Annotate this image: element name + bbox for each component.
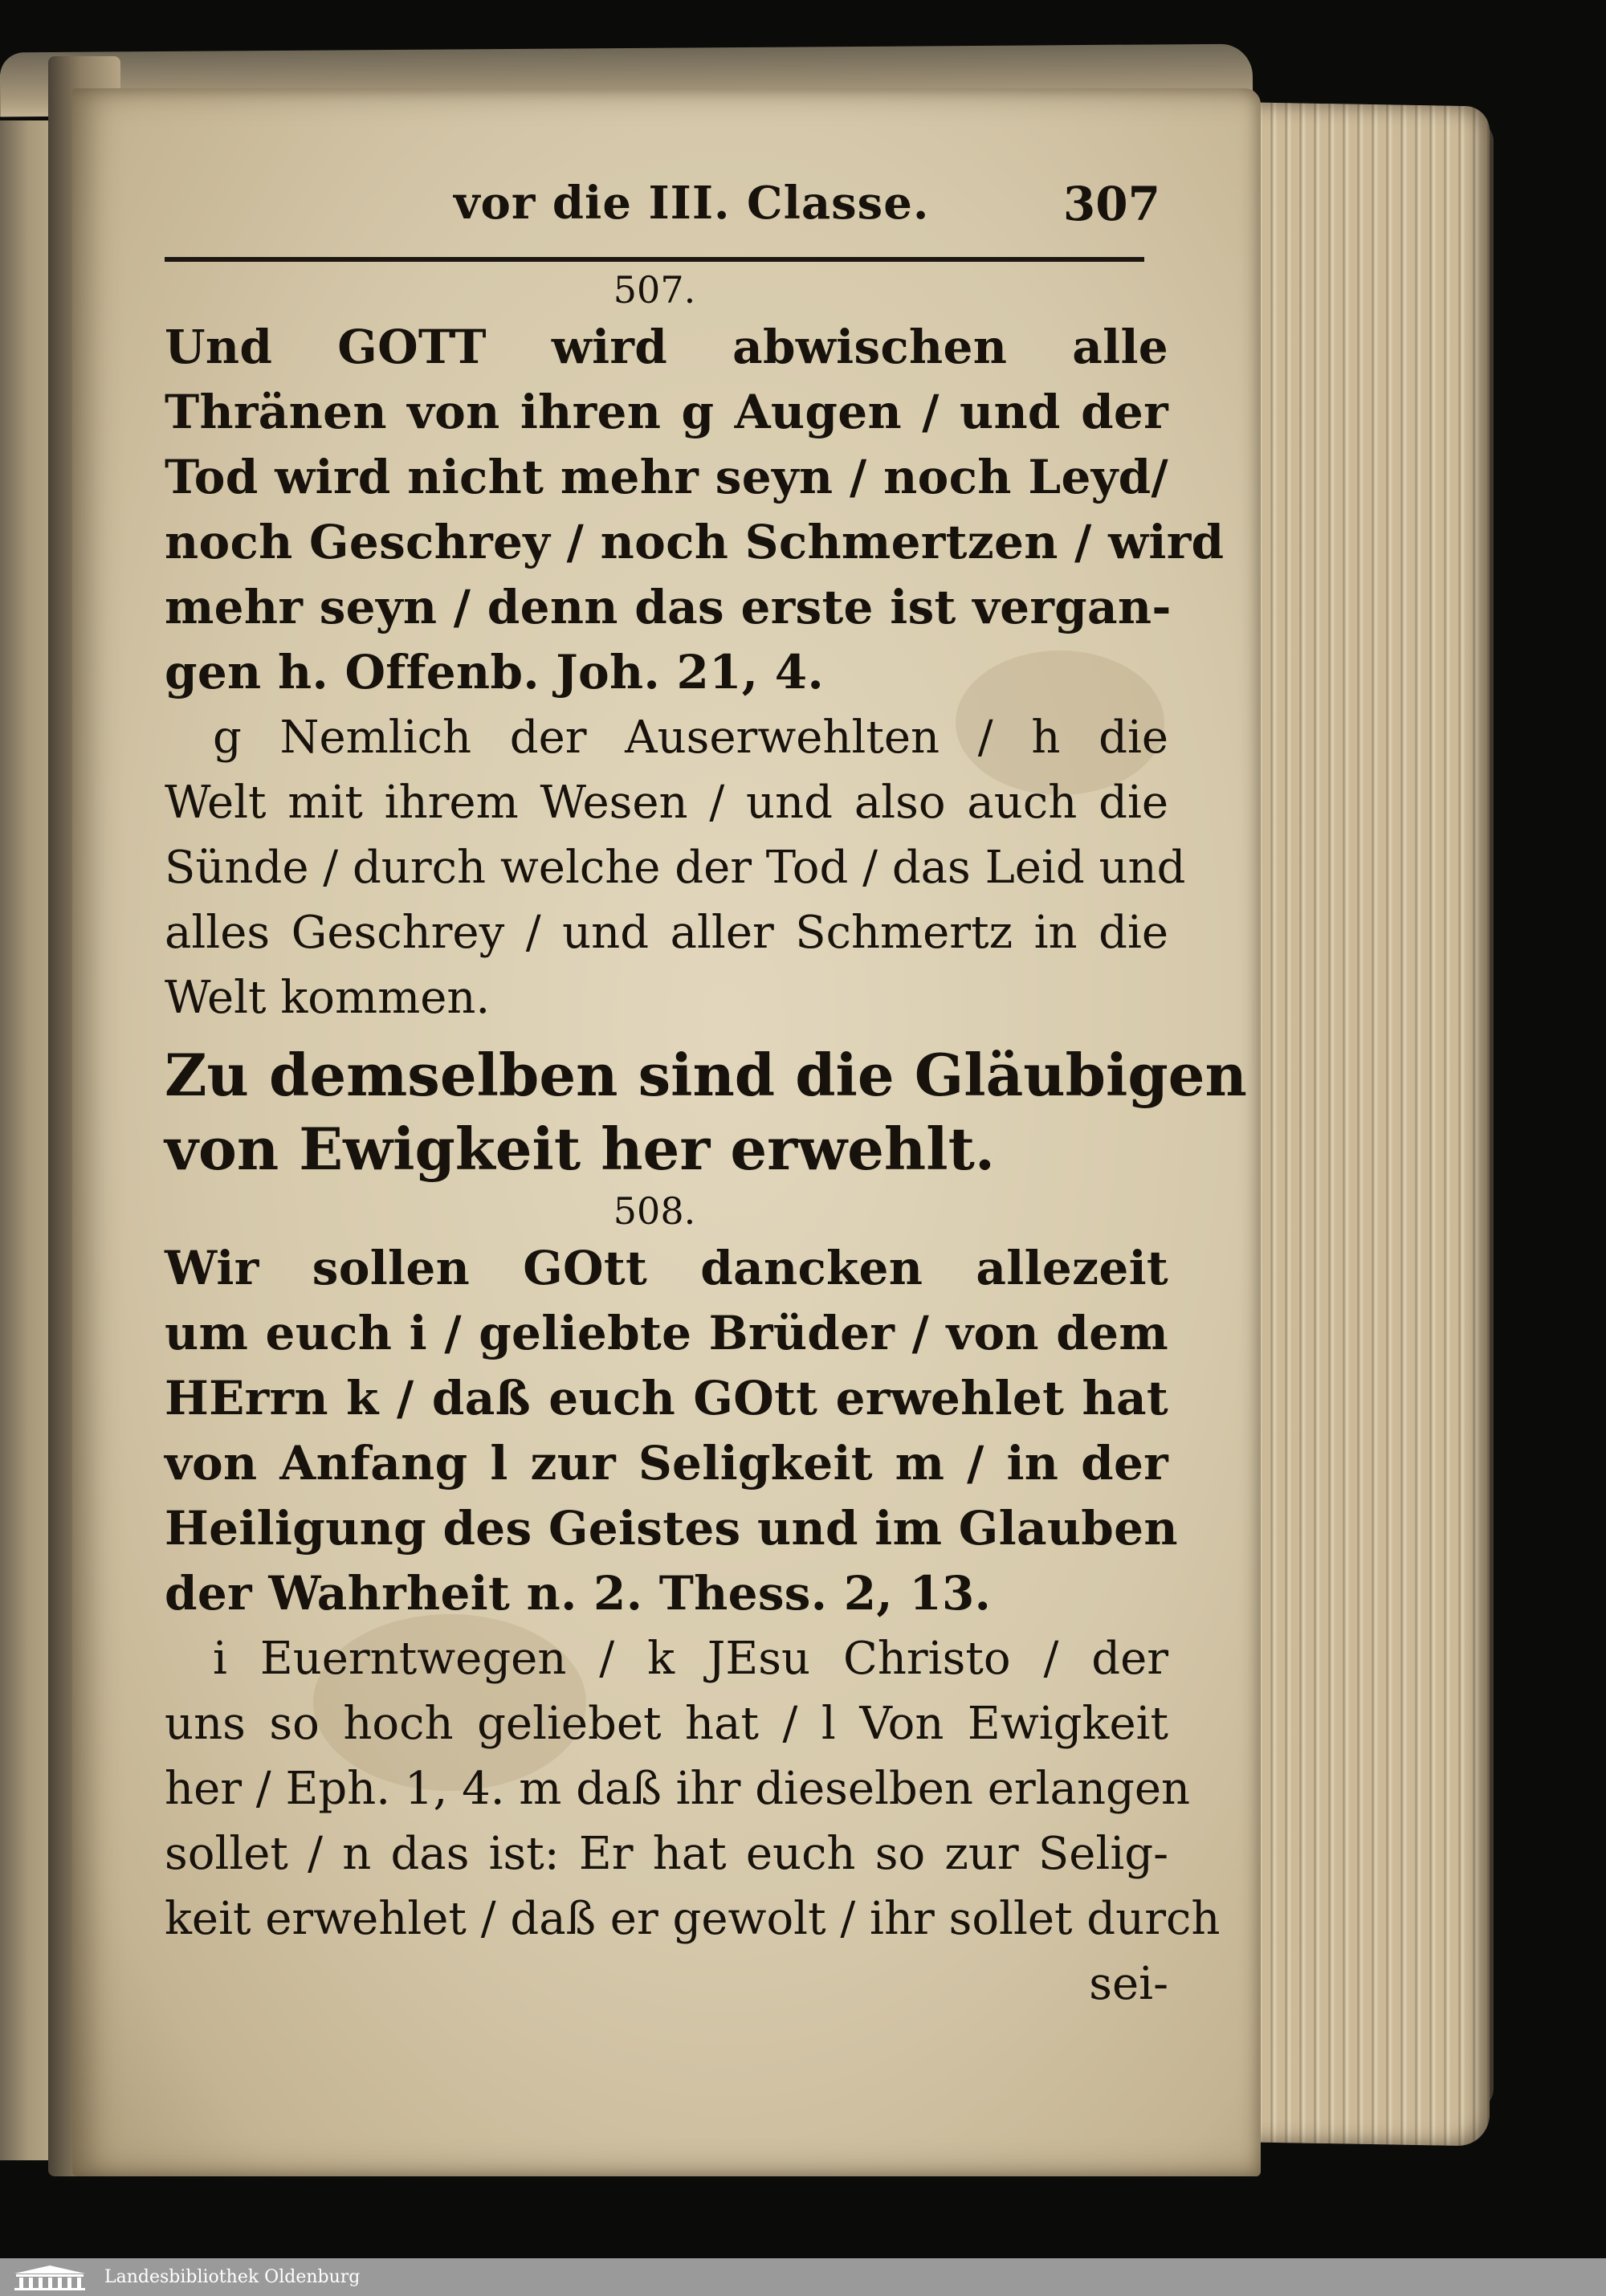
catchword: sei- xyxy=(1089,1958,1168,2010)
text-line: von Anfang l zur Seligkeit m / in der xyxy=(165,1436,1168,1491)
text-line: Thränen von ihren g Augen / und der xyxy=(165,385,1168,439)
library-building-icon xyxy=(11,2263,92,2292)
text-line: Tod wird nicht mehr seyn / noch Leyd/ xyxy=(165,450,1168,504)
library-name: Landesbibliothek Oldenburg xyxy=(104,2267,361,2287)
header-rule xyxy=(165,257,1144,262)
text-line: gen h. Offenb. Joh. 21, 4. xyxy=(165,645,824,699)
note-line: g Nemlich der Auserwehlten / h die xyxy=(213,712,1168,764)
text-line: Heiligung des Geistes und im Glauben xyxy=(165,1501,1178,1556)
note-line: her / Eph. 1, 4. m daß ihr dieselben erlangen xyxy=(165,1763,1191,1815)
page-number: 307 xyxy=(1062,177,1160,231)
note-line: i Euerntwegen / k JEsu Christo / der xyxy=(213,1633,1168,1685)
text-line: noch Geschrey / noch Schmertzen / wird xyxy=(165,515,1225,569)
text-block xyxy=(165,161,1247,2017)
page-stack xyxy=(1249,102,1490,2146)
library-footer-bar xyxy=(0,2258,1606,2296)
text-line: Und GOTT wird abwischen alle xyxy=(165,320,1168,374)
section-number: 508. xyxy=(613,1189,696,1233)
section-heading-line: von Ewigkeit her erwehlt. xyxy=(165,1115,995,1183)
text-line: der Wahrheit n. 2. Thess. 2, 13. xyxy=(165,1566,992,1621)
running-title: vor die III. Classe. xyxy=(454,177,930,230)
note-line: Welt mit ihrem Wesen / und also auch die xyxy=(165,777,1168,829)
text-line: um euch i / geliebte Brüder / von dem xyxy=(165,1306,1168,1360)
note-line: sollet / n das ist: Er hat euch so zur Selig- xyxy=(165,1828,1168,1880)
text-line: HErrn k / daß euch GOtt erwehlet hat xyxy=(165,1371,1168,1425)
note-line: alles Geschrey / und aller Schmertz in die xyxy=(165,907,1168,959)
page-header xyxy=(165,161,1168,257)
section-heading-line: Zu demselben sind die Gläubigen xyxy=(165,1041,1247,1109)
note-line: Welt kommen. xyxy=(165,972,491,1024)
note-line: uns so hoch geliebet hat / l Von Ewigkeit xyxy=(165,1698,1168,1750)
text-line: mehr seyn / denn das erste ist vergan- xyxy=(165,580,1172,634)
note-line: keit erwehlet / daß er gewolt / ihr sollet durch xyxy=(165,1893,1221,1945)
section-number: 507. xyxy=(613,268,696,312)
note-line: Sünde / durch welche der Tod / das Leid und xyxy=(165,842,1186,894)
text-line: Wir sollen GOtt dancken allezeit xyxy=(165,1241,1168,1295)
